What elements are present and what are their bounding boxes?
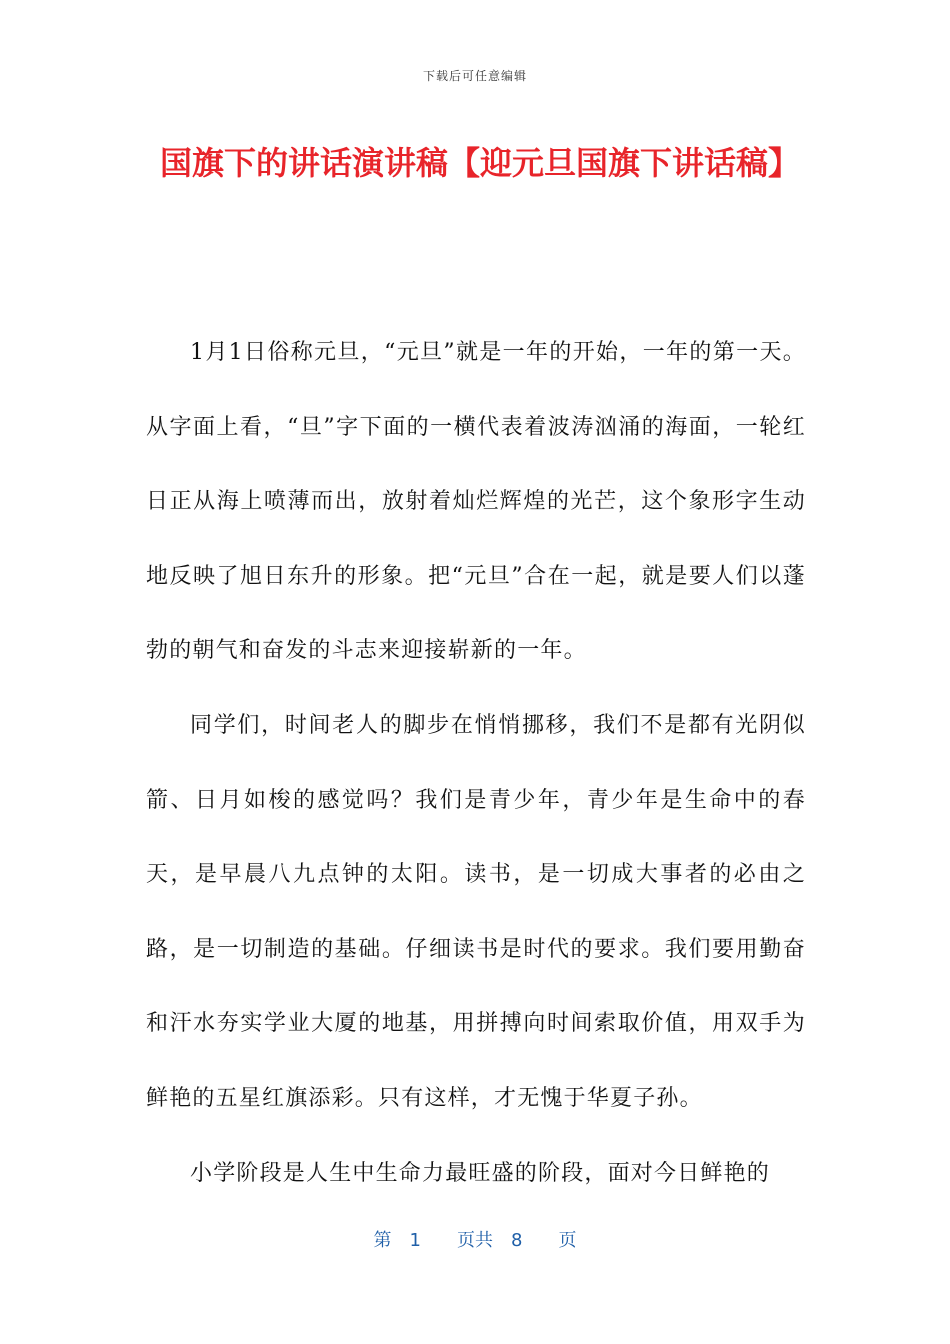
footer-middle: 页共 [457, 1230, 493, 1251]
document-body [146, 316, 806, 1211]
header-note: 下载后可任意编辑 [422, 69, 527, 83]
paragraph: 同学们，时间老人的脚步在悄悄挪移，我们不是都有光阴似箭、日月如梭的感觉吗？我们是青少年，青少年是生命中的春天，是早晨八九点钟的太阳。读书，是一切成大事者的必由之路，是一切制造的基础。仔细读书是时代的要求。我们要用勤奋和汗水夯实学业大厦的地基，用拼搏向时间索取价值，用双手为鲜艳的五星红旗添彩。只有这样，才无愧于华夏子孙。 [146, 712, 806, 1111]
footer-current-page: 1 [409, 1230, 421, 1251]
document-title: 国旗下的讲话演讲稿【迎元旦国旗下讲话稿】 [160, 144, 801, 182]
footer-prefix: 第 [373, 1230, 392, 1251]
footer-suffix: 页 [558, 1230, 577, 1251]
paragraph: 1月1日俗称元旦，“元旦”就是一年的开始，一年的第一天。从字面上看，“旦”字下面的一横代表着波涛汹涌的海面，一轮红日正从海上喷薄而出，放射着灿烂辉煌的光芒，这个象形字生动地反映了旭日东升的形象。把“元旦”合在一起，就是要人们以蓬勃的朝气和奋发的斗志来迎接崭新的一年。 [146, 340, 806, 664]
page-footer [0, 1226, 950, 1252]
footer-total-pages: 8 [511, 1230, 523, 1251]
paragraph: 小学阶段是人生中生命力最旺盛的阶段，面对今日鲜艳的 [190, 1160, 771, 1186]
